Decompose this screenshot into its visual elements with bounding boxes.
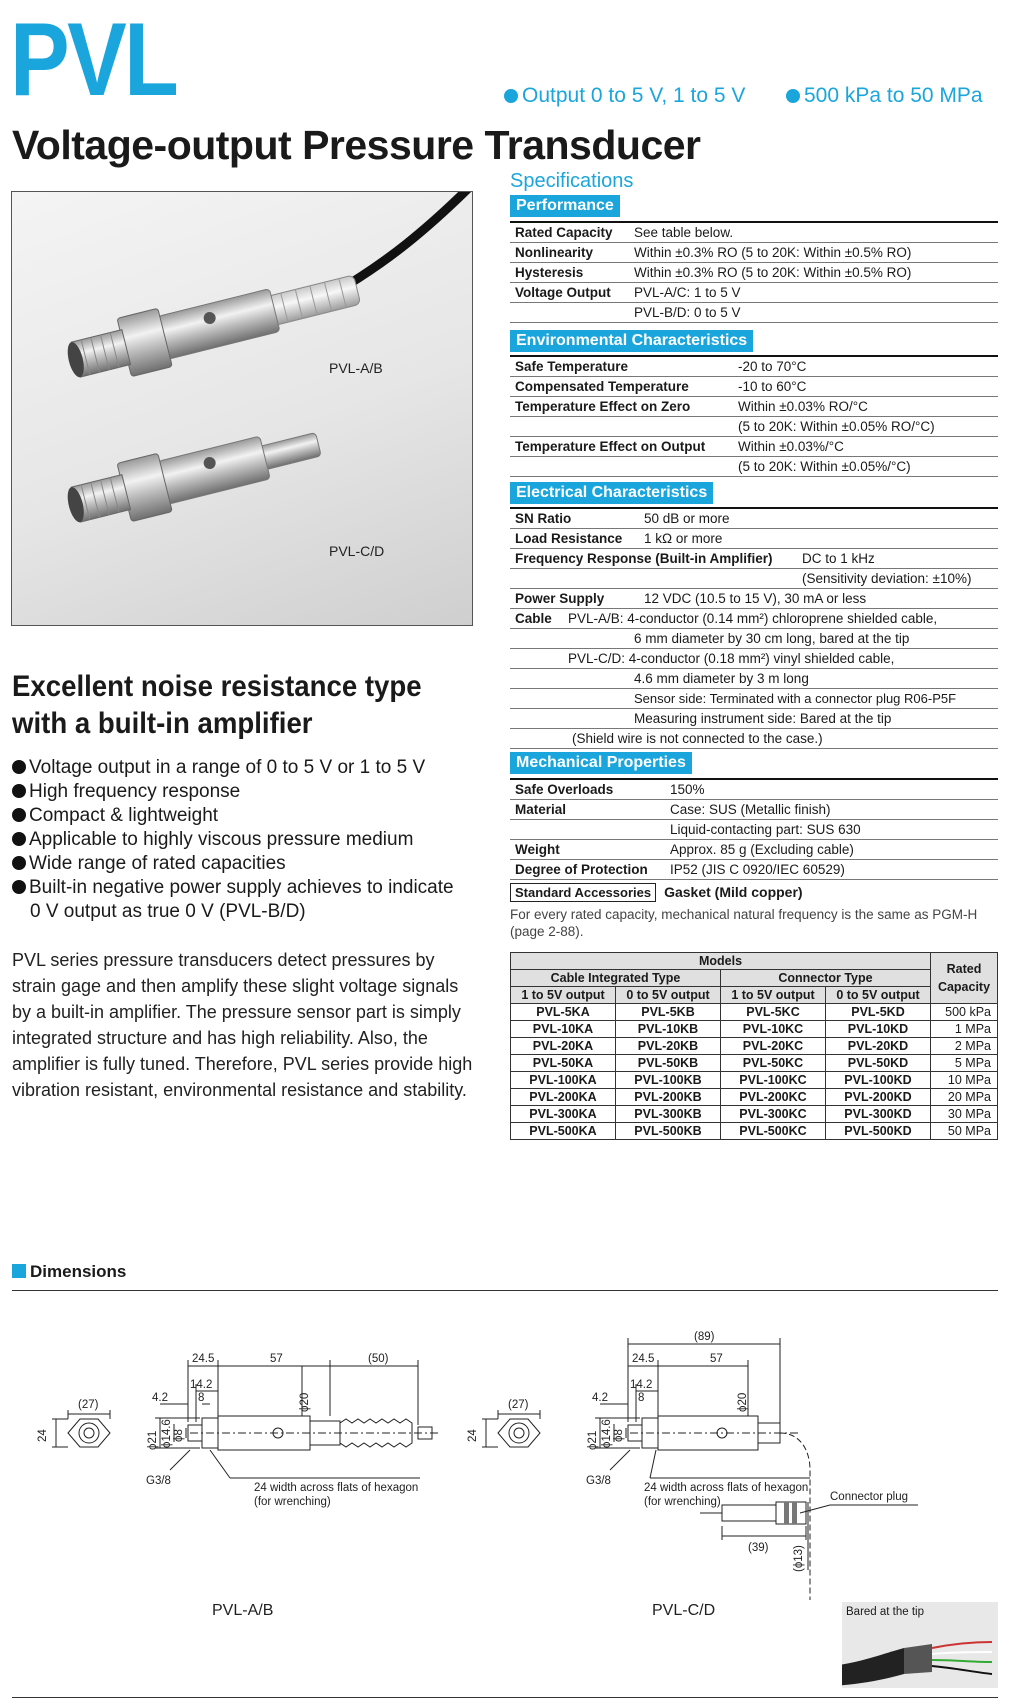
spec-row: Frequency Response (Built-in Amplifier) DC to 1 kHz bbox=[510, 549, 998, 569]
model-cell: PVL-50KC bbox=[721, 1055, 826, 1072]
dim-label: 4.2 bbox=[152, 1392, 168, 1404]
table-row bbox=[511, 1055, 998, 1072]
dim-label: ϕ20 bbox=[737, 1392, 749, 1412]
dim-label: ϕ14.6 bbox=[161, 1419, 173, 1448]
model-cell: PVL-100KB bbox=[616, 1072, 721, 1089]
spec-row: Weight Approx. 85 g (Excluding cable) bbox=[510, 840, 998, 860]
tag-output: Output 0 to 5 V, 1 to 5 V bbox=[504, 84, 745, 108]
col-header: 0 to 5V output bbox=[826, 987, 931, 1004]
model-cell: PVL-300KB bbox=[616, 1106, 721, 1123]
dim-label: 24 width across flats of hexagon bbox=[254, 1482, 419, 1494]
dim-label: (for wrenching) bbox=[644, 1496, 721, 1508]
dim-label: 14.2 bbox=[190, 1379, 213, 1391]
spec-row: Liquid-contacting part: SUS 630 bbox=[510, 820, 998, 840]
spec-row: PVL-C/D: 4-conductor (0.18 mm²) vinyl shielded cable, bbox=[510, 649, 998, 669]
photo-label-ab: PVL-A/B bbox=[329, 360, 383, 376]
dim-label: (89) bbox=[694, 1331, 715, 1343]
rated-capacity-cell: 500 kPa bbox=[931, 1004, 998, 1021]
spec-row: Cable PVL-A/B: 4-conductor (0.14 mm²) chloroprene shielded cable, bbox=[510, 609, 998, 629]
model-cell: PVL-50KA bbox=[511, 1055, 616, 1072]
page-title: Voltage-output Pressure Transducer bbox=[12, 122, 701, 168]
rated-capacity-cell: 1 MPa bbox=[931, 1021, 998, 1038]
model-cell: PVL-200KB bbox=[616, 1089, 721, 1106]
model-cell: PVL-50KB bbox=[616, 1055, 721, 1072]
bared-tip-label: Bared at the tip bbox=[846, 1606, 924, 1618]
spec-row: (5 to 20K: Within ±0.05%/°C) bbox=[510, 457, 998, 477]
dim-label: (27) bbox=[508, 1399, 529, 1411]
rated-capacity-cell: 2 MPa bbox=[931, 1038, 998, 1055]
product-photo bbox=[11, 191, 473, 626]
spec-row: Degree of Protection IP52 (JIS C 0920/IEC 60529) bbox=[510, 860, 998, 880]
table-row bbox=[511, 1021, 998, 1038]
dim-label: 4.2 bbox=[592, 1392, 608, 1404]
dim-label: ϕ8 bbox=[613, 1429, 625, 1442]
list-item: High frequency response bbox=[12, 780, 454, 804]
dim-label: G3/8 bbox=[146, 1475, 171, 1487]
dimensions-title: Dimensions bbox=[12, 1262, 126, 1282]
brand-logo: PVL bbox=[10, 2, 177, 118]
model-cell: PVL-20KC bbox=[721, 1038, 826, 1055]
tag-range: 500 kPa to 50 MPa bbox=[786, 84, 983, 108]
dim-label: ϕ20 bbox=[299, 1392, 311, 1412]
connector-type-header: Connector Type bbox=[721, 970, 931, 987]
spec-row: Hysteresis Within ±0.3% RO (5 to 20K: Within ±0.5% RO) bbox=[510, 263, 998, 283]
divider bbox=[12, 1697, 998, 1698]
model-cell: PVL-10KC bbox=[721, 1021, 826, 1038]
list-item: Wide range of rated capacities bbox=[12, 852, 454, 876]
spec-row: SN Ratio 50 dB or more bbox=[510, 509, 998, 529]
model-cell: PVL-500KD bbox=[826, 1123, 931, 1140]
table-row bbox=[511, 1123, 998, 1140]
model-cell: PVL-50KD bbox=[826, 1055, 931, 1072]
spec-row: 4.6 mm diameter by 3 m long bbox=[510, 669, 998, 689]
dim-label: 14.2 bbox=[630, 1379, 653, 1391]
bullet-icon bbox=[12, 856, 26, 870]
dim-label: G3/8 bbox=[586, 1475, 611, 1487]
spec-row: Temperature Effect on Zero Within ±0.03% RO/°C bbox=[510, 397, 998, 417]
spec-row: (Shield wire is not connected to the case.) bbox=[510, 729, 998, 749]
spec-row: Load Resistance 1 kΩ or more bbox=[510, 529, 998, 549]
cable-wires-icon bbox=[842, 1622, 998, 1688]
model-cell: PVL-20KB bbox=[616, 1038, 721, 1055]
table-row bbox=[511, 1089, 998, 1106]
mechanical-heading: Mechanical Properties bbox=[510, 752, 692, 774]
model-cell: PVL-100KD bbox=[826, 1072, 931, 1089]
bullet-icon bbox=[12, 808, 26, 822]
col-header: 1 to 5V output bbox=[721, 987, 826, 1004]
spec-row: Safe Overloads 150% bbox=[510, 780, 998, 800]
dim-label: (for wrenching) bbox=[254, 1496, 331, 1508]
model-cell: PVL-20KD bbox=[826, 1038, 931, 1055]
model-cell: PVL-500KB bbox=[616, 1123, 721, 1140]
performance-heading: Performance bbox=[510, 195, 620, 217]
bullet-icon bbox=[12, 784, 26, 798]
model-cell: PVL-5KC bbox=[721, 1004, 826, 1021]
rated-capacity-cell: 30 MPa bbox=[931, 1106, 998, 1123]
dim-label: (50) bbox=[368, 1353, 389, 1365]
list-item: Built-in negative power supply achieves to indicate bbox=[12, 876, 454, 900]
col-header: 0 to 5V output bbox=[616, 987, 721, 1004]
rated-capacity-cell: 10 MPa bbox=[931, 1072, 998, 1089]
drawing-caption-cd: PVL-C/D bbox=[652, 1602, 716, 1619]
dim-label: (ϕ13) bbox=[793, 1545, 805, 1572]
dim-label: 24 width across flats of hexagon bbox=[644, 1482, 809, 1494]
spec-row: (5 to 20K: Within ±0.05% RO/°C) bbox=[510, 417, 998, 437]
dim-label: 8 bbox=[638, 1392, 645, 1404]
dim-label: (27) bbox=[78, 1399, 99, 1411]
spec-row: Material Case: SUS (Metallic finish) bbox=[510, 800, 998, 820]
table-row bbox=[511, 1072, 998, 1089]
spec-row: Compensated Temperature -10 to 60°C bbox=[510, 377, 998, 397]
models-heading: Models bbox=[511, 953, 931, 970]
dim-label: 24.5 bbox=[192, 1353, 215, 1365]
environmental-table bbox=[510, 355, 998, 477]
drawing-caption-ab: PVL-A/B bbox=[212, 1602, 274, 1619]
mechanical-table bbox=[510, 778, 998, 880]
spec-row: (Sensitivity deviation: ±10%) bbox=[510, 569, 998, 589]
bullet-icon bbox=[12, 880, 26, 894]
model-cell: PVL-200KA bbox=[511, 1089, 616, 1106]
list-item-continued: 0 V output as true 0 V (PVL-B/D) bbox=[30, 901, 306, 922]
spec-row: Temperature Effect on Output Within ±0.03%/°C bbox=[510, 437, 998, 457]
connector-plug-label: Connector plug bbox=[830, 1491, 908, 1503]
cable-type-header: Cable Integrated Type bbox=[511, 970, 721, 987]
specifications-title: Specifications bbox=[510, 170, 634, 192]
model-cell: PVL-300KC bbox=[721, 1106, 826, 1123]
model-cell: PVL-5KB bbox=[616, 1004, 721, 1021]
models-table bbox=[510, 952, 998, 1140]
col-header: 1 to 5V output bbox=[511, 987, 616, 1004]
dim-label: ϕ21 bbox=[587, 1430, 599, 1450]
list-item: Applicable to highly viscous pressure medium bbox=[12, 828, 454, 852]
dim-label: ϕ14.6 bbox=[601, 1419, 613, 1448]
model-cell: PVL-300KA bbox=[511, 1106, 616, 1123]
rated-capacity-cell: 50 MPa bbox=[931, 1123, 998, 1140]
model-cell: PVL-10KD bbox=[826, 1021, 931, 1038]
electrical-table bbox=[510, 507, 998, 749]
model-cell: PVL-200KC bbox=[721, 1089, 826, 1106]
model-cell: PVL-500KA bbox=[511, 1123, 616, 1140]
dim-label: (39) bbox=[748, 1542, 769, 1554]
list-item: Compact & lightweight bbox=[12, 804, 454, 828]
environmental-heading: Environmental Characteristics bbox=[510, 330, 753, 352]
dim-label: ϕ21 bbox=[147, 1430, 159, 1450]
spec-row: Power Supply 12 VDC (10.5 to 15 V), 30 mA or less bbox=[510, 589, 998, 609]
model-cell: PVL-300KD bbox=[826, 1106, 931, 1123]
description: PVL series pressure transducers detect pressures by strain gage and then amplify these slight voltage signals by a built-in amplifier. The pressure sensor part is simply integrated structure and has high reliability. Also, the amplifier is fully tuned. Therefore, PVL series provide high vibration resistant, environmental resistance and stability. bbox=[12, 950, 473, 1100]
bullet-icon bbox=[12, 832, 26, 846]
spec-row: Sensor side: Terminated with a connector plug R06-P5F bbox=[510, 689, 998, 709]
section-marker-icon bbox=[12, 1264, 26, 1278]
model-cell: PVL-100KC bbox=[721, 1072, 826, 1089]
divider bbox=[12, 1290, 998, 1291]
standard-accessories bbox=[510, 884, 803, 900]
model-cell: PVL-10KA bbox=[511, 1021, 616, 1038]
standard-accessories-label: Standard Accessories bbox=[510, 883, 656, 902]
dim-label: 57 bbox=[710, 1353, 723, 1365]
model-cell: PVL-20KA bbox=[511, 1038, 616, 1055]
bullet-icon bbox=[504, 89, 518, 103]
model-cell: PVL-100KA bbox=[511, 1072, 616, 1089]
model-cell: PVL-200KD bbox=[826, 1089, 931, 1106]
bared-tip-inset bbox=[842, 1602, 998, 1688]
table-row bbox=[511, 1004, 998, 1021]
table-row bbox=[511, 1106, 998, 1123]
performance-table bbox=[510, 221, 998, 323]
spec-row: Nonlinearity Within ±0.3% RO (5 to 20K: Within ±0.5% RO) bbox=[510, 243, 998, 263]
spec-row: Measuring instrument side: Bared at the tip bbox=[510, 709, 998, 729]
feature-heading: Excellent noise resistance type with a built-in amplifier bbox=[12, 670, 422, 740]
photo-label-cd: PVL-C/D bbox=[329, 543, 385, 559]
electrical-heading: Electrical Characteristics bbox=[510, 482, 713, 504]
dim-label: ϕ8 bbox=[173, 1429, 185, 1442]
frequency-note: For every rated capacity, mechanical natural frequency is the same as PGM-H (page 2-88). bbox=[510, 907, 978, 939]
dim-label: 8 bbox=[198, 1392, 205, 1404]
bullet-icon bbox=[786, 89, 800, 103]
dim-label: 24.5 bbox=[632, 1353, 655, 1365]
rated-capacity-header: Rated Capacity bbox=[931, 953, 998, 1004]
transducer-illustration bbox=[12, 192, 473, 626]
model-cell: PVL-10KB bbox=[616, 1021, 721, 1038]
rated-capacity-cell: 5 MPa bbox=[931, 1055, 998, 1072]
dim-label: 57 bbox=[270, 1353, 283, 1365]
dim-label: 24 bbox=[37, 1429, 49, 1442]
spec-row: Voltage Output PVL-A/C: 1 to 5 V bbox=[510, 283, 998, 303]
list-item: Voltage output in a range of 0 to 5 V or 1 to 5 V bbox=[12, 756, 454, 780]
table-row bbox=[511, 1038, 998, 1055]
model-cell: PVL-500KC bbox=[721, 1123, 826, 1140]
spec-row: Safe Temperature -20 to 70°C bbox=[510, 357, 998, 377]
spec-row: 6 mm diameter by 30 cm long, bared at the tip bbox=[510, 629, 998, 649]
spec-row: PVL-B/D: 0 to 5 V bbox=[510, 303, 998, 323]
rated-capacity-cell: 20 MPa bbox=[931, 1089, 998, 1106]
dim-label: 24 bbox=[467, 1429, 479, 1442]
spec-row: Rated Capacity See table below. bbox=[510, 223, 998, 243]
standard-accessories-value: Gasket (Mild copper) bbox=[664, 884, 803, 900]
model-cell: PVL-5KA bbox=[511, 1004, 616, 1021]
model-cell: PVL-5KD bbox=[826, 1004, 931, 1021]
feature-list bbox=[12, 756, 454, 924]
bullet-icon bbox=[12, 760, 26, 774]
